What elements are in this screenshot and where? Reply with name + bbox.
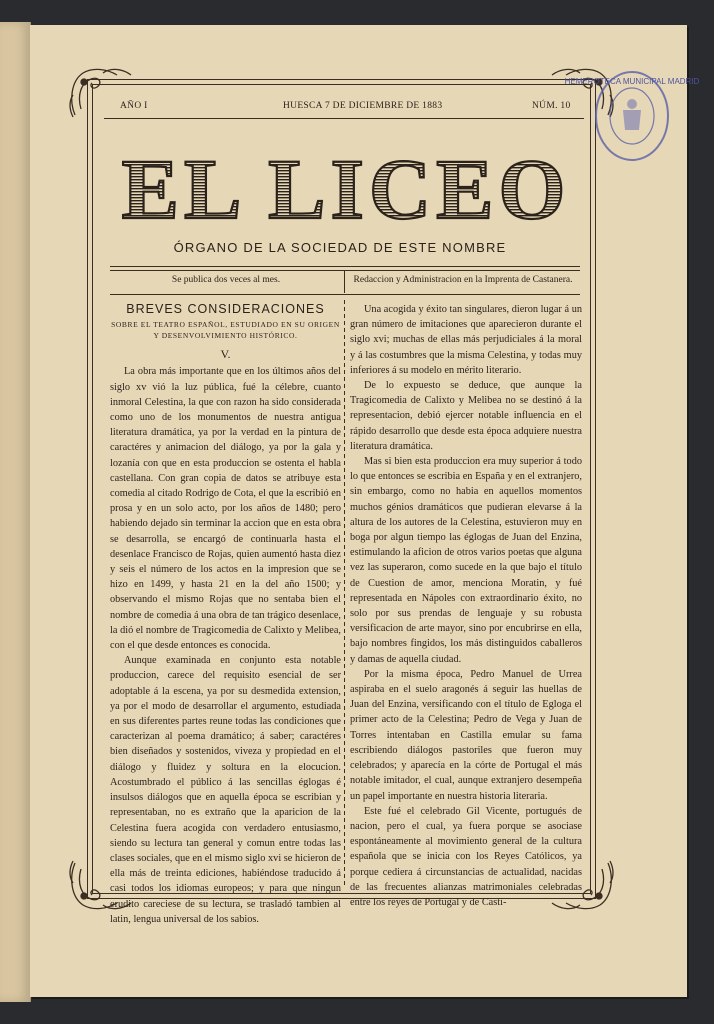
publication-office: Redaccion y Administracion en la Imprenta de Castanera. [353, 275, 573, 285]
article-column-2 [350, 302, 582, 908]
corner-ornament-icon [67, 65, 137, 121]
library-stamp-icon [564, 70, 700, 162]
paragraph: La obra más importante que en los últimos años del siglo xv vió la luz pública, fué la célebre, cuanto inmoral Celestina, la que con razon ha sido considerada como uno de los monumentos de nuestra antigua literatura dramática, ya por la verdad en la pintura de caractéres y animacion del diálogo, ya por la gala y lozanía con que en esta produccion se ostenta el habla castellana. Con gran copia de datos se atribuye esta comedia al citado Rodrigo de Cota, el que la escribió en prosa y en un solo acto, por los años de 1480; pero habiendo dejado sin terminar la accion que en esta obra se desarrolla, se encargó de continuarla hasta el desenlace Francisco de Rojas, quien aumentó hasta diez y seis el número de los actos en la impresion que se hizo en 1499, y hasta 21 en la del año 1500; y observando el mismo Rojas que no sentaba bien el nombre de comedia á una obra de tan trágico desenlace, la dió el nombre de Tragicomedia de Calixto y Melibea, con el que desde entonces es conocida. [110, 366, 341, 652]
facing-page-edge [0, 22, 31, 1002]
section-number: V. [220, 347, 231, 362]
stamp-text: HEMEROTECA MUNICIPAL MADRID [564, 77, 700, 86]
masthead-title [121, 134, 571, 237]
paragraph: De lo expuesto se deduce, que aunque la Tragicomedia de Calixto y Melibea no se destinó á la representacion, debió ejercer notable influencia en el rápido desarrollo que desde esta época adquiere nuestra literatura dramática. [350, 380, 582, 452]
publication-frequency: Se publica dos veces al mes. [171, 275, 281, 285]
paragraph: Por la misma época, Pedro Manuel de Urrea aspiraba en el suelo aragonés á seguir las huellas de Juan del Enzina, versificando con el título de Egloga el primer acto de la Celestina; Pedro de Vega y Juan de Torres intentaban en Castilla emular su fama escribiendo diálogos pastoriles que fueron muy celebrados; y aparecía en la córte de Portugal el más notable imitador, el cual, aunque extranjero desempeña un papel importante en nuestra historia literaria. [350, 668, 582, 802]
issue-date: HUESCA 7 DE DICIEMBRE DE 1883 [283, 101, 443, 111]
article-subtitle: SOBRE EL TEATRO ESPAÑOL, ESTUDIADO EN SU ORIGEN Y DESENVOLVIMIENTO HISTÓRICO. [111, 320, 340, 341]
paragraph: Mas si bien esta produccion era muy superior á todo lo que entonces se escribia en España y en el extranjero, sin embargo, como no habia en aquellos momentos muchos génios dramáticos que pudieran elevarse á la altura de los autores de la Celestina, estuvieron muy en boga por algun tiempo las églogas de Juan del Enzina, estimulando la aficion de otros varios poetas que alguna vez las superaron, como sucede en la que bajo el título de Cuestion de amor, menciona Moratin, y fué representada en Nápoles con extraordinario éxito, no solo por sus prendas de lenguaje y su robusta versificacion de arte mayor, sino por encubrirse en ella, bajo nombres fingidos, los más distinguidos caballeros y damas de aquella ciudad. [350, 456, 582, 665]
newspaper-title: EL LICEO [121, 141, 571, 237]
article-title: BREVES CONSIDERACIONES [126, 302, 325, 316]
newspaper-subtitle: ÓRGANO DE LA SOCIEDAD DE ESTE NOMBRE [173, 240, 507, 255]
column-separator [344, 300, 345, 885]
paragraph: Este fué el celebrado Gil Vicente, portugués de nacion, pero el cual, ya fuera porque se asociase espontáneamente al movimiento general de la cultura española que se inicia con los Reyes Católicos, ya porque cediera á circunstancias de actualidad, nacidas de las frecuentes alianzas matrimoniales celebradas entre los reyes de Portugal y de Casti- [350, 805, 582, 908]
paragraph: Aunque examinada en conjunto esta notable produccion, carece del requisito esencial de ser adoptable á la escena, ya por su desmedida extension, ya por el modo de desarrollar el argumento, estudiada en sus diferentes partes reune todas las condiciones que caracterizan al poema dramático; á saber; caractéres bien diseñados y sostenidos, viveza y propiedad en el diálogo y fluidez y soltura en la elocucion. Acostumbrado el público á las sencillas églogas é insulsos diálogos que en aquella época se escribian y representaban, no es extraño que la aparicion de la Celestina fuera acogida con verdadero entusiasmo, siendo su lectura tan general y comun entre todas las clases sociales, que en el mismo siglo xvi se hicieron de ella más de treinta ediciones, habiéndose traducido á casi todos los idiomas europeos; y para que ningun erudito careciese de su lectura, se trasladó tambien al latin, lengua universal de los sabios. [110, 655, 341, 925]
issue-number: NÚM. 10 [532, 101, 571, 111]
issue-year: AÑO I [120, 101, 148, 111]
paragraph: Una acogida y éxito tan singulares, dieron lugar á un gran número de imitaciones que aparecieron durante el siglo xvi; muchas de ellas más perjudiciales á la moral y á las costumbres que la misma Celestina, y todas muy inferiores á su modelo en mérito literario. [350, 304, 582, 376]
article-column-1 [110, 302, 341, 925]
